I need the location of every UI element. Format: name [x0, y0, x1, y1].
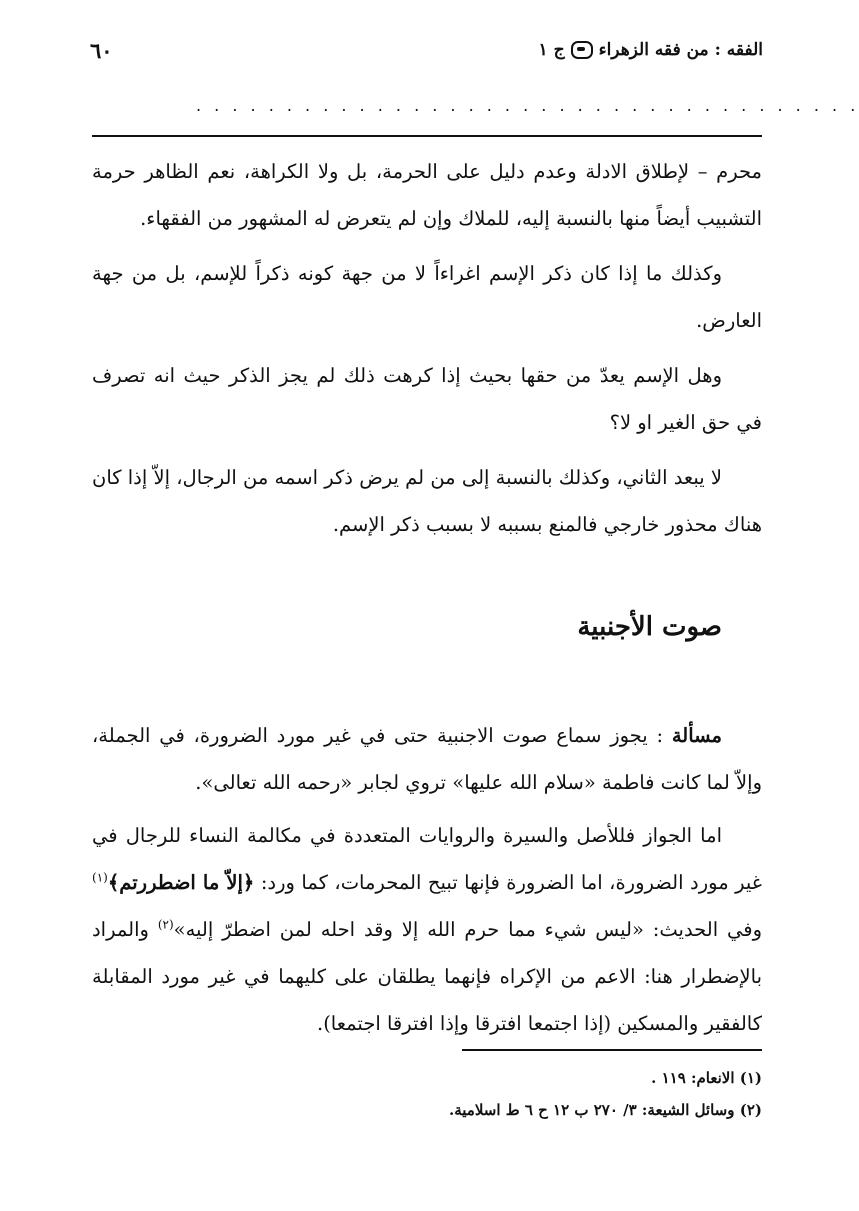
paragraph-3: وهل الإسم يعدّ من حقها بحيث إذا كرهت ذلك لم يجز الذكر حيث انه تصرف في حق الغير او لا؟ — [92, 364, 762, 434]
footnote-1: (١) الانعام: ١١٩ . — [651, 1069, 762, 1087]
paragraph-6-hadith: وفي الحديث: «ليس شيء مما حرم الله إلا وقد احله لمن اضطرّ إليه» — [173, 918, 762, 941]
paragraph-5-text: : يجوز سماع صوت الاجنبية حتى في غير مورد الضرورة، في الجملة، وإلاّ لما كانت فاطمة «سلام الله عليها» تروي لجابر «رحمه الله تعالى». — [92, 724, 762, 794]
paragraph-4: لا يبعد الثاني، وكذلك بالنسبة إلى من لم يرض ذكر اسمه من الرجال، إلاّ إذا كان هناك محذور خارجي فالمنع بسببه لا بسبب ذكر الإسم. — [92, 466, 762, 536]
footnote-ref-2: (٢) — [157, 917, 174, 932]
header-rule — [92, 135, 762, 137]
dotted-separator: . . . . . . . . . . . . . . . . . . . . . . . . . . . . . . . . . . . . . — [196, 96, 859, 115]
footnote-ref-1: (١) — [92, 870, 108, 885]
paragraph-1: محرم – لإطلاق الادلة وعدم دليل على الحرمة، بل ولا الكراهة، نعم الظاهر حرمة التشبيب أيضاً منها بالنسبة إليه، للملاك وإن لم يتعرض له المشهور من الفقهاء. — [92, 160, 762, 230]
paragraph-5 — [92, 712, 762, 806]
paragraph-6 — [92, 812, 762, 1047]
body-text-top — [92, 148, 762, 556]
section-title: صوت الأجنبية — [577, 612, 722, 642]
paragraph-2: وكذلك ما إذا كان ذكر الإسم اغراءاً لا من جهة كونه ذكراً للإسم، بل من جهة العارض. — [92, 262, 762, 332]
salutation-ligature-icon — [571, 41, 593, 59]
running-title-text: الفقه : من فقه الزهراء — [598, 40, 763, 60]
masala-label: مسألة — [671, 724, 723, 747]
running-title — [539, 40, 763, 60]
volume-label: ج ١ — [538, 40, 565, 60]
page-number: ٦٠ — [90, 37, 113, 63]
body-text-bottom — [92, 712, 762, 1053]
page-header — [90, 30, 763, 70]
paragraph-6-text-end: والمراد بالإضطرار هنا: الاعم من الإكراه فإنهما يطلقان على كليهما في غير مورد المقابلة كالفقير والمسكين (إذا اجتمعا افترقا وإذا افترقا اجتمعا). — [92, 918, 762, 1035]
quran-quote: ﴿إلاّ ما اضطررتم﴾ — [107, 871, 255, 894]
footnotes — [92, 1062, 762, 1126]
footnote-rule — [462, 1049, 762, 1051]
footnote-2: (٢) وسائل الشيعة: ٣/ ٢٧٠ ب ١٢ ح ٦ ط اسلامية. — [449, 1101, 762, 1119]
paragraph-6-text: اما الجواز فللأصل والسيرة والروايات المتعددة في مكالمة النساء للرجال في غير مورد الضرورة، اما الضرورة فإنها تبيح المحرمات، كما ورد: — [92, 824, 762, 894]
